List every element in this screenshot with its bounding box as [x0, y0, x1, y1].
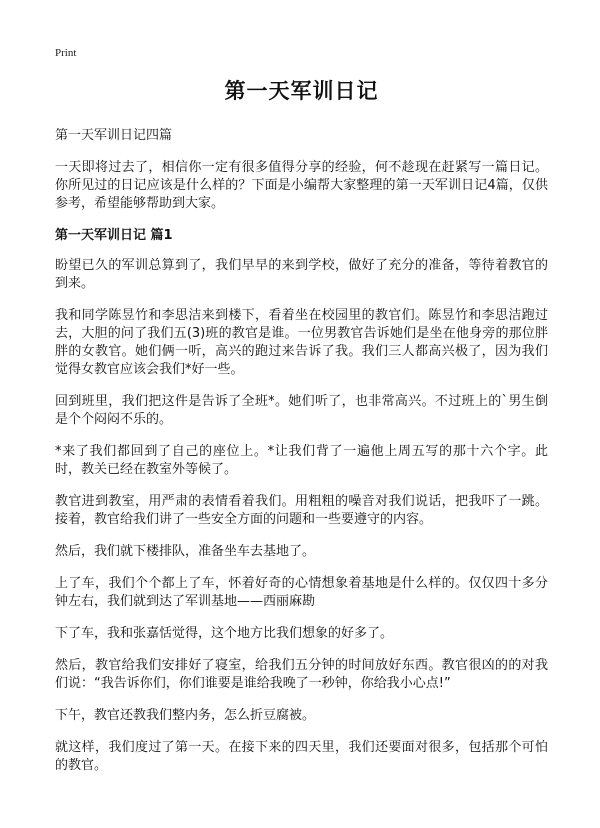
body-paragraph: *来了我们都回到了自己的座位上。*让我们背了一遍他上周五写的那十六个字。此时，教关已经在教室外等候了。 — [55, 444, 548, 477]
body-paragraph: 我和同学陈昱竹和李思洁来到楼下，看着坐在校园里的教官们。陈昱竹和李思洁跑过去，大胆的问了我们五(3)班的教官是谁。一位男教官告诉她们是坐在他身旁的那位胖胖的女教官。她们俩一听，高兴的跑过来告诉了我。我们三人都高兴极了，因为我们觉得女教官应该会我们*好一些。 — [55, 308, 548, 377]
body-paragraph: 就这样，我们度过了第一天。在接下来的四天里，我们还要面对很多，包括那个可怕的教官。 — [55, 740, 548, 773]
body-paragraph: 下了车，我和张嘉恬觉得，这个地方比我们想象的好多了。 — [55, 626, 394, 641]
intro-paragraph: 一天即将过去了，相信你一定有很多值得分享的经验，何不趁现在赶紧写一篇日记。你所见过的日记应该是什么样的？下面是小编帮大家整理的第一天军训日记4篇，仅供参考，希望能够帮助到大家。 — [55, 160, 548, 211]
body-paragraph: 盼望已久的军训总算到了，我们早早的来到学校，做好了充分的准备，等待着教官的到来。 — [55, 258, 548, 291]
document-subtitle: 第一天军训日记四篇 — [55, 128, 173, 143]
body-paragraph: 上了车，我们个个都上了车，怀着好奇的心情想象着基地是什么样的。仅仅四十多分钟左右，我们就到达了军训基地——西丽麻勘 — [55, 576, 548, 609]
body-paragraph: 然后，我们就下楼排队，准备坐车去基地了。 — [55, 544, 316, 559]
section-heading: 第一天军训日记 篇1 — [55, 228, 173, 243]
print-label: Print — [55, 47, 77, 59]
body-paragraph: 教官进到教室，用严肃的表情看着我们。用粗粗的噪音对我们说话，把我吓了一跳。接着，教官给我们讲了一些安全方面的问题和一些要遵守的内容。 — [55, 494, 548, 527]
body-paragraph: 然后，教官给我们安排好了寝室，给我们五分钟的时间放好东西。教官很凶的的对我们说：“我告诉你们，你们谁要是谁给我晚了一秒钟，你给我小心点!” — [55, 658, 548, 691]
body-paragraph: 下午，教官还教我们整内务，怎么折豆腐被。 — [55, 708, 316, 723]
body-paragraph: 回到班里，我们把这件是告诉了全班*。她们听了，也非常高兴。不过班上的`男生倒是个个闷闷不乐的。 — [55, 394, 548, 427]
page-title: 第一天军训日记 — [224, 79, 379, 103]
